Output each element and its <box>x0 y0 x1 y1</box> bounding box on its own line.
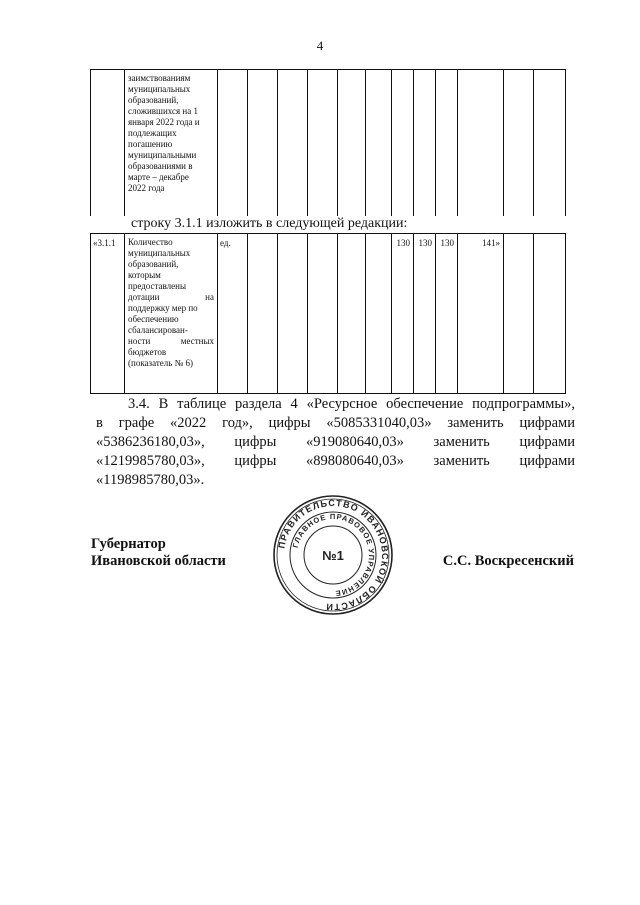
text-line: обеспечению <box>128 314 179 324</box>
cell <box>248 234 278 394</box>
cell <box>278 70 308 216</box>
text-line: муниципальными <box>128 150 197 160</box>
text-line: которым <box>128 270 161 280</box>
text-line: предоставлены <box>128 281 187 291</box>
replacement-row-table <box>90 233 566 394</box>
cell <box>91 70 125 216</box>
text-line: образованиями в <box>128 161 193 171</box>
paragraph-line: «1219985780,03», цифры «898080640,03» заменить цифрами <box>96 453 575 469</box>
instruction-caption: строку 3.1.1 изложить в следующей редакции: <box>131 216 408 231</box>
indicator-text <box>125 234 217 369</box>
signatory-title-line: Губернатор <box>91 536 166 552</box>
text-line: поддержку мер по <box>128 303 198 313</box>
text-line: муниципальных <box>128 248 191 258</box>
value-2020: 130 <box>418 238 432 248</box>
seal-inner-text: ГЛАВНОЕ ПРАВОВОЕ УПРАВЛЕНИЕ <box>290 511 377 599</box>
paragraph-line: в графе «2022 год», цифры «5085331040,03» заменить цифрами <box>96 415 575 431</box>
seal-center-number: №1 <box>322 548 344 563</box>
indicator-cell <box>125 70 218 216</box>
cell <box>308 70 338 216</box>
value-cell <box>414 234 436 394</box>
cell <box>218 70 248 216</box>
paragraph-line: «1198985780,03». <box>96 472 205 488</box>
row-number: «3.1.1 <box>93 238 116 248</box>
cell <box>504 70 534 216</box>
row-number-cell <box>91 234 125 394</box>
text-line: ности местных <box>128 336 214 346</box>
signatory-name: С.С. Воскресенский <box>442 553 574 569</box>
value-2019: 130 <box>396 238 410 248</box>
indicator-cell <box>125 234 218 394</box>
cell <box>338 234 366 394</box>
cell <box>414 70 436 216</box>
cell <box>366 234 392 394</box>
text-line: заимствованиям <box>128 73 191 83</box>
amendment-paragraph <box>96 395 575 490</box>
unit-value: ед. <box>220 238 231 248</box>
value-cell <box>392 234 414 394</box>
unit-cell <box>218 234 248 394</box>
cell <box>436 70 458 216</box>
cell <box>458 70 504 216</box>
cell <box>392 70 414 216</box>
value-cell <box>458 234 504 394</box>
text-line: образований, <box>128 95 179 105</box>
text-line: бюджетов <box>128 347 167 357</box>
seal-outer-text: ПРАВИТЕЛЬСТВО ИВАНОВСКОЙ ОБЛАСТИ <box>276 497 391 613</box>
indicator-text <box>125 70 217 194</box>
text-line: дотации на <box>128 292 214 302</box>
cell <box>308 234 338 394</box>
text-line: муниципальных <box>128 84 191 94</box>
official-seal <box>272 494 394 616</box>
signatory-title-line: Ивановской области <box>91 553 226 569</box>
paragraph-line: 3.4. В таблице раздела 4 «Ресурсное обеспечение подпрограммы», <box>128 396 575 412</box>
cell <box>278 234 308 394</box>
cell <box>504 234 534 394</box>
page-number: 4 <box>316 38 324 53</box>
value-cell <box>436 234 458 394</box>
text-line: Количество <box>128 237 173 247</box>
text-line: сложившихся на 1 <box>128 106 198 116</box>
signatory-title <box>91 536 226 570</box>
continuation-table <box>90 69 566 216</box>
value-2022: 141» <box>482 238 500 248</box>
value-2021: 130 <box>440 238 454 248</box>
paragraph-line: «5386236180,03», цифры «919080640,03» заменить цифрами <box>96 434 575 450</box>
text-line: подлежащих <box>128 128 177 138</box>
text-line: января 2022 года и <box>128 117 200 127</box>
cell <box>338 70 366 216</box>
text-line: 2022 года <box>128 183 165 193</box>
cell <box>248 70 278 216</box>
text-line: сбалансирован- <box>128 325 188 335</box>
text-line: образований, <box>128 259 179 269</box>
cell <box>366 70 392 216</box>
cell <box>534 234 566 394</box>
text-line: марте – декабре <box>128 172 189 182</box>
text-line: погашению <box>128 139 173 149</box>
cell <box>534 70 566 216</box>
text-line: (показатель № 6) <box>128 358 193 368</box>
